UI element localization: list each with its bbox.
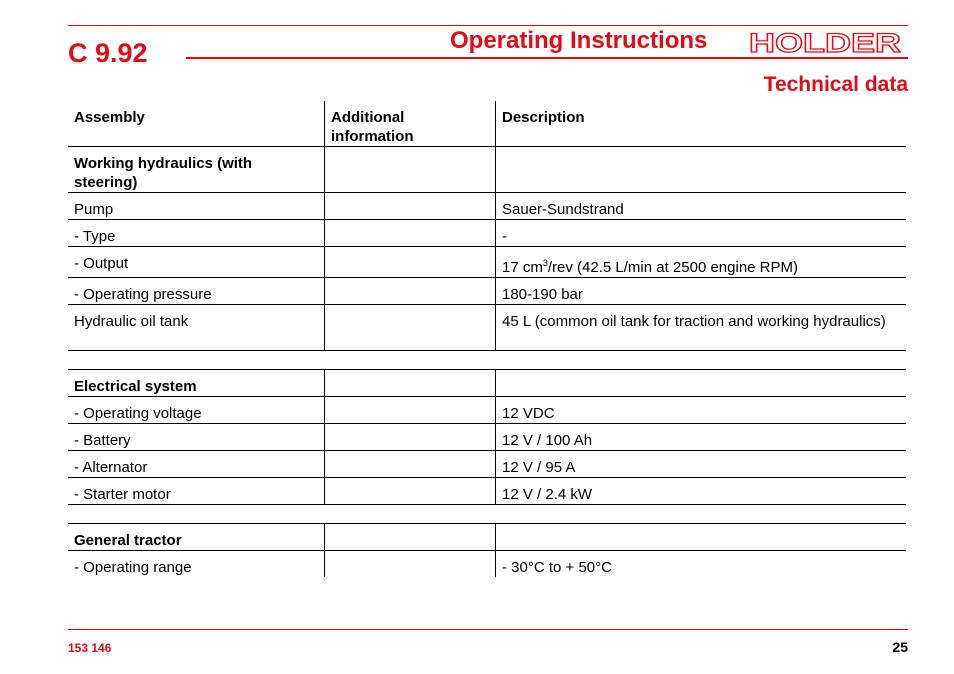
assembly-cell: - Type: [68, 220, 325, 247]
description-cell: Sauer-Sundstrand: [496, 193, 907, 220]
column-header-description: Description: [496, 101, 907, 147]
description-cell: 180-190 bar: [496, 278, 907, 305]
group-title: Electrical system: [68, 370, 325, 397]
document-number: 153 146: [68, 641, 112, 655]
brand-wordmark: HOLDER: [749, 30, 901, 54]
assembly-cell: - Operating voltage: [68, 397, 325, 424]
table-row: [68, 247, 906, 278]
group-title: Working hydraulics (with steering): [68, 147, 325, 193]
section-title: Technical data: [763, 73, 908, 96]
assembly-cell: - Battery: [68, 424, 325, 451]
info-cell: [325, 551, 496, 578]
group-header-row: [68, 147, 906, 193]
table-row: [68, 278, 906, 305]
assembly-cell: - Output: [68, 247, 325, 278]
table-row: [68, 397, 906, 424]
info-cell: [325, 397, 496, 424]
description-cell: 12 V / 95 A: [496, 451, 907, 478]
table-spacer: [68, 351, 906, 370]
description-cell: 12 V / 100 Ah: [496, 424, 907, 451]
header-top-rule: [68, 25, 908, 26]
description-cell: 45 L (common oil tank for traction and working hydraulics): [496, 305, 907, 351]
table-row: [68, 424, 906, 451]
table-row: [68, 220, 906, 247]
assembly-cell: - Starter motor: [68, 478, 325, 505]
assembly-cell: - Alternator: [68, 451, 325, 478]
info-cell: [325, 278, 496, 305]
description-cell: 12 VDC: [496, 397, 907, 424]
model-number: C 9.92: [68, 38, 148, 68]
assembly-cell: - Operating pressure: [68, 278, 325, 305]
description-cell: - 30°C to + 50°C: [496, 551, 907, 578]
table-spacer: [68, 505, 906, 524]
table-row: [68, 551, 906, 578]
column-header-assembly: Assembly: [68, 101, 325, 147]
page-number: 25: [892, 639, 908, 655]
info-cell: [325, 305, 496, 351]
info-cell: [325, 451, 496, 478]
superscript: 3: [542, 258, 548, 268]
table-row: [68, 193, 906, 220]
info-cell: [325, 478, 496, 505]
group-title: General tractor: [68, 524, 325, 551]
group-header-row: [68, 370, 906, 397]
assembly-cell: - Operating range: [74, 559, 192, 576]
info-cell: [325, 220, 496, 247]
table-row: [68, 305, 906, 351]
column-header-additional-info: Additional information: [325, 101, 496, 147]
table-row: [68, 478, 906, 505]
description-cell: -: [496, 220, 907, 247]
description-cell: [496, 247, 907, 278]
holder-logo: [749, 30, 901, 54]
technical-data-table: [68, 101, 906, 577]
info-cell: [325, 247, 496, 278]
group-header-row: [68, 524, 906, 551]
table-header-row: [68, 101, 906, 147]
info-cell: [325, 193, 496, 220]
assembly-cell: Pump: [68, 193, 325, 220]
table-row: [68, 451, 906, 478]
document-title: Operating Instructions: [450, 27, 708, 54]
header-rule: [186, 57, 908, 59]
assembly-cell: Hydraulic oil tank: [68, 305, 325, 351]
description-cell: 12 V / 2.4 kW: [496, 478, 907, 505]
description-suffix: /rev (42.5 L/min at 2500 engine RPM): [547, 259, 799, 276]
footer-rule: [68, 629, 908, 630]
info-cell: [325, 424, 496, 451]
description-prefix: 17 cm: [502, 259, 543, 276]
